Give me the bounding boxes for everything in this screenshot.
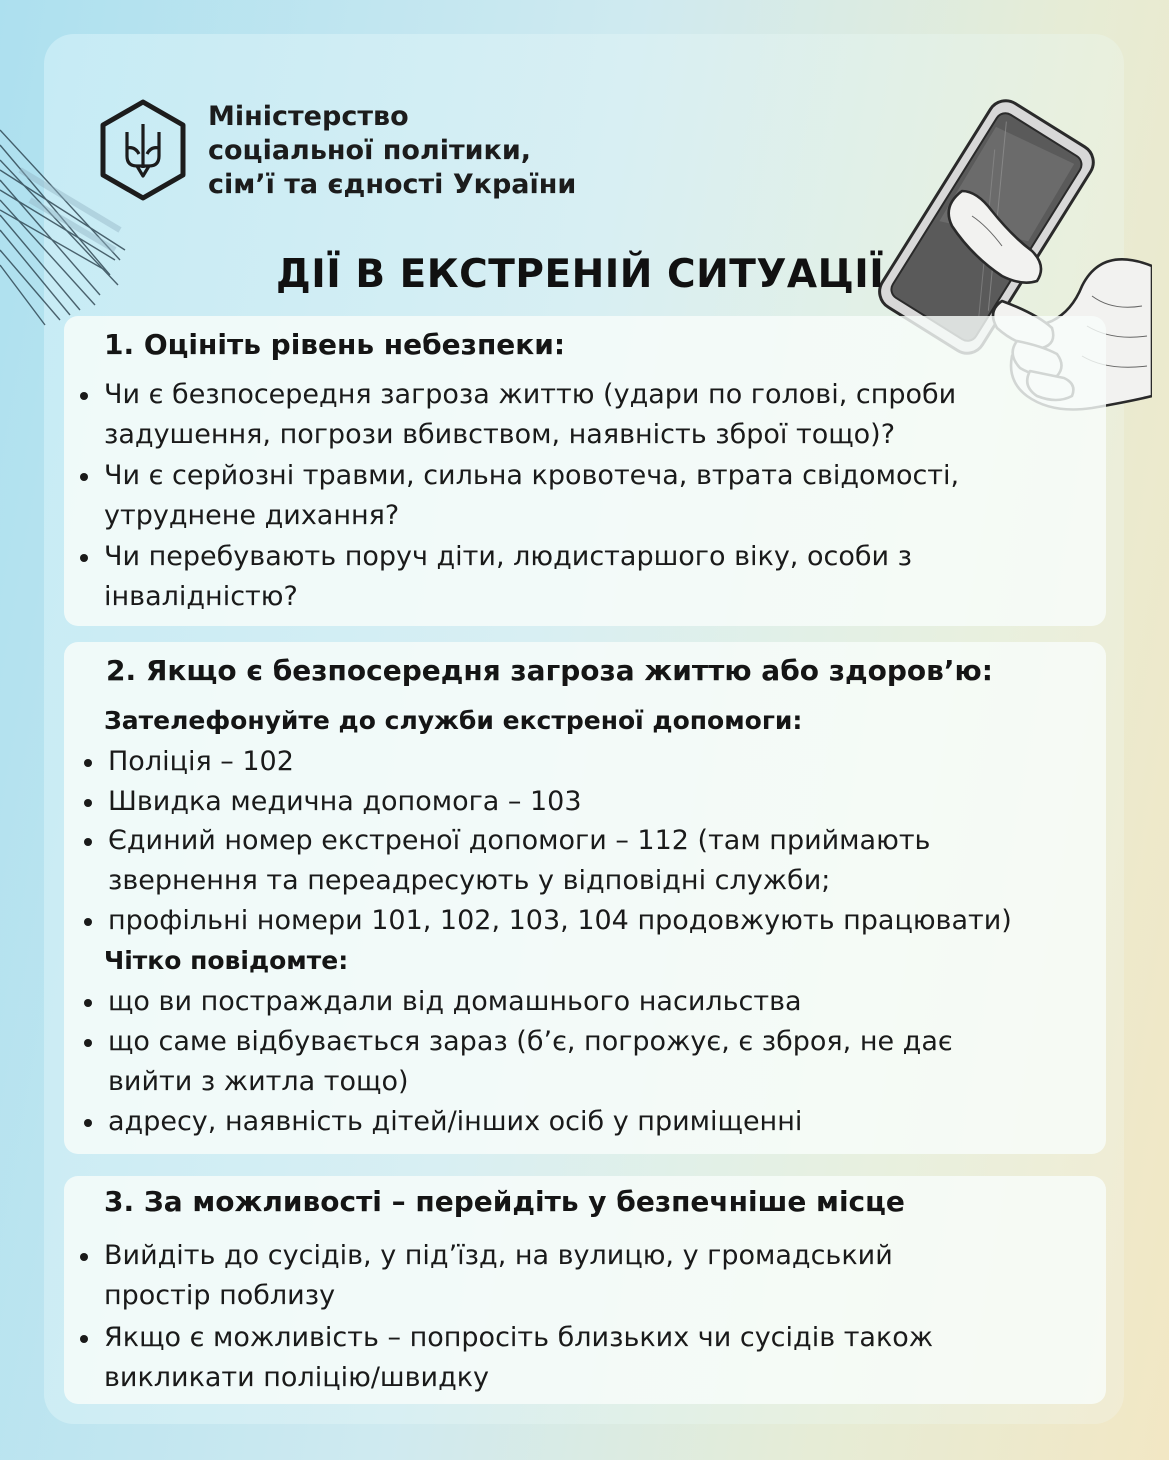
list-item: профільні номери 101, 102, 103, 104 продовжують працювати) [108,901,1012,941]
ministry-line-3: сім’ї та єдності України [208,169,577,200]
list-item: Швидка медична допомога – 103 [108,782,582,822]
list-item: Чи є серйозні травми, сильна кровотеча, втрата свідомості, [104,456,959,496]
list-item-continuation: інвалідністю? [104,581,298,612]
list-item: що ви постраждали від домашнього насильства [108,982,802,1022]
list-item: Вийдіть до сусідів, у під’їзд, на вулицю, у громадський [104,1236,893,1276]
section-2-heading: 2. Якщо є безпосередня загроза життю або здоров’ю: [106,654,993,687]
list-item-continuation: вийти з житла тощо) [108,1066,409,1097]
list-item: Поліція – 102 [108,742,294,782]
list-item-continuation: задушення, погрози вбивством, наявність зброї тощо)? [104,419,896,450]
list-item-continuation: викликати поліцію/швидку [104,1362,490,1393]
ministry-line-2: соціальної політики, [208,135,532,166]
list-item-continuation: утруднене дихання? [104,500,400,531]
list-item-continuation: простір поблизу [104,1280,336,1311]
section-1-heading: 1. Оцініть рівень небезпеки: [104,328,566,361]
list-item: Єдиний номер екстреної допомоги – 112 (там приймають [108,821,930,861]
call-services-heading: Зателефонуйте до служби екстреної допомоги: [104,706,803,735]
section-3-heading: 3. За можливості – перейдіть у безпечніше місце [104,1185,905,1218]
list-item: Якщо є можливість – попросіть близьких чи сусідів також [104,1318,933,1358]
list-item: Чи є безпосередня загроза життю (удари по голові, спроби [104,375,956,415]
ministry-line-1: Міністерство [208,101,409,132]
list-item: Чи перебувають поруч діти, людистаршого віку, особи з [104,537,912,577]
report-heading: Чітко повідомте: [104,946,349,975]
list-item: адресу, наявність дітей/інших осіб у приміщенні [108,1102,802,1142]
list-item: що саме відбувається зараз (б’є, погрожує, є зброя, не дає [108,1022,953,1062]
trident-emblem-icon [97,98,189,202]
list-item-continuation: звернення та переадресують у відповідні служби; [108,865,831,896]
ministry-name [208,100,576,202]
page-title: ДІЇ В ЕКСТРЕНІЙ СИТУАЦІЇ [276,252,885,297]
